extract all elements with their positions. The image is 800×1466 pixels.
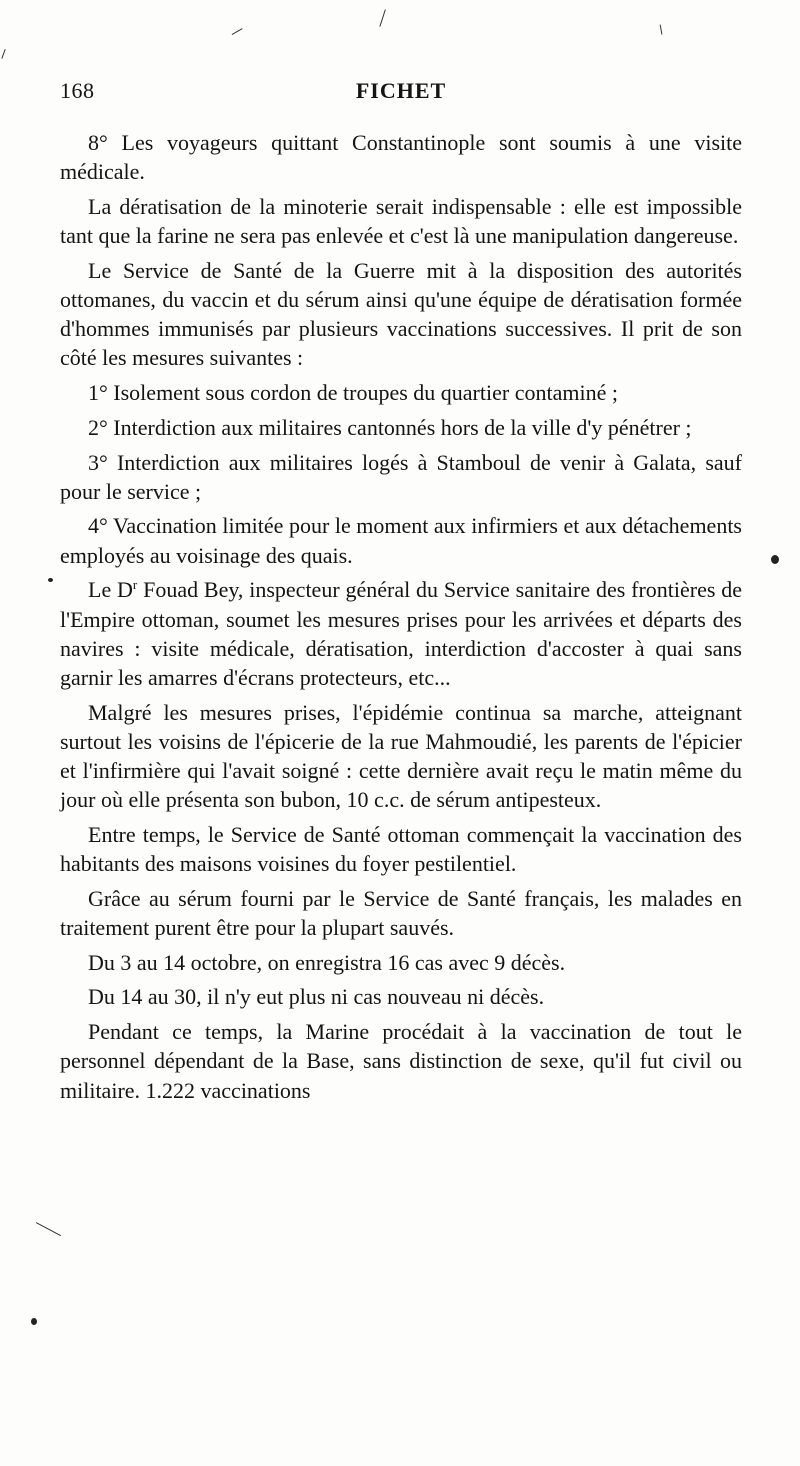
page-header xyxy=(60,78,742,108)
scan-mark xyxy=(232,28,243,35)
paragraph-fouad-bey xyxy=(60,575,742,692)
paragraph-measure-3: 3° Interdiction aux militaires logés à Stamboul de venir à Galata, sauf pour le service ; xyxy=(60,449,742,504)
paragraph-serum-francais: Grâce au sérum fourni par le Service de Santé français, les malades en traitement purent être pour la plupart sauvés. xyxy=(60,885,742,941)
paragraph-service-sante-guerre: Le Service de Santé de la Guerre mit à la disposition des autorités ottomanes, du vaccin et du sérum ainsi qu'une équipe de dératisation formée d'hommes immunisés par plusieurs vaccinations successives. Il prit de son côté les mesures suivantes : xyxy=(60,257,742,371)
paragraph-marine-vaccination: Pendant ce temps, la Marine procédait à la vaccination de tout le personnel dépendant de la Base, sans distinction de sexe, qu'il fut civil ou militaire. 1.222 vaccinations xyxy=(60,1019,742,1103)
paragraph-measure-1: 1° Isolement sous cordon de troupes du quartier contaminé ; xyxy=(88,380,618,406)
paragraph-cases-october: Du 3 au 14 octobre, on enregistra 16 cas avec 9 décès. xyxy=(88,949,566,975)
scan-speck xyxy=(31,1318,37,1325)
scan-mark xyxy=(379,9,386,27)
fouad-bey-lead: Le D xyxy=(88,577,133,603)
body-text xyxy=(60,128,742,1105)
paragraph-no-new-cases: Du 14 au 30, il n'y eut plus ni cas nouveau ni décès. xyxy=(88,984,545,1010)
paragraph-vaccination-ottoman: Entre temps, le Service de Santé ottoman commençait la vaccination des habitants des maisons voisines du foyer pestilentiel. xyxy=(60,821,742,877)
doctor-abbrev-superscript: r xyxy=(132,577,138,593)
scan-speck xyxy=(48,578,53,582)
scan-speck xyxy=(771,555,779,564)
paragraph-measure-4: 4° Vaccination limitée pour le moment aux infirmiers et aux détachements employés au voisinage des quais. xyxy=(60,513,742,568)
paragraph-measure-8: 8° Les voyageurs quittant Constantinople sont soumis à une visite médicale. xyxy=(60,130,742,185)
paragraph-measure-2: 2° Interdiction aux militaires cantonnés hors de la ville d'y pénétrer ; xyxy=(88,414,692,440)
scan-mark xyxy=(36,1222,61,1236)
running-title: FICHET xyxy=(355,78,447,103)
paragraph-epidemie: Malgré les mesures prises, l'épidémie continua sa marche, atteignant surtout les voisins de l'épicerie de la rue Mahmoudié, les parents de l'épicier et l'infirmière qui l'avait soigné : cette dernière avait reçu le matin même du jour où elle présenta son bubon, 10 c.c. de sérum antipesteux. xyxy=(60,699,742,813)
page-number: 168 xyxy=(60,78,95,103)
fouad-bey-text: Fouad Bey, inspecteur général du Service sanitaire des frontières de l'Empire ottoman, soumet les mesures prises pour les arrivées et départs des navires : visite médicale, dératisation, interdiction d'accoster à quai sans garnir les amarres d'écrans protecteurs, etc... xyxy=(60,577,742,690)
paragraph-minoterie: La dératisation de la minoterie serait indispensable : elle est impossible tant que la farine ne sera pas enlevée et c'est là une manipulation dangereuse. xyxy=(60,193,742,249)
scan-mark xyxy=(1,49,6,59)
scan-mark xyxy=(659,25,662,35)
